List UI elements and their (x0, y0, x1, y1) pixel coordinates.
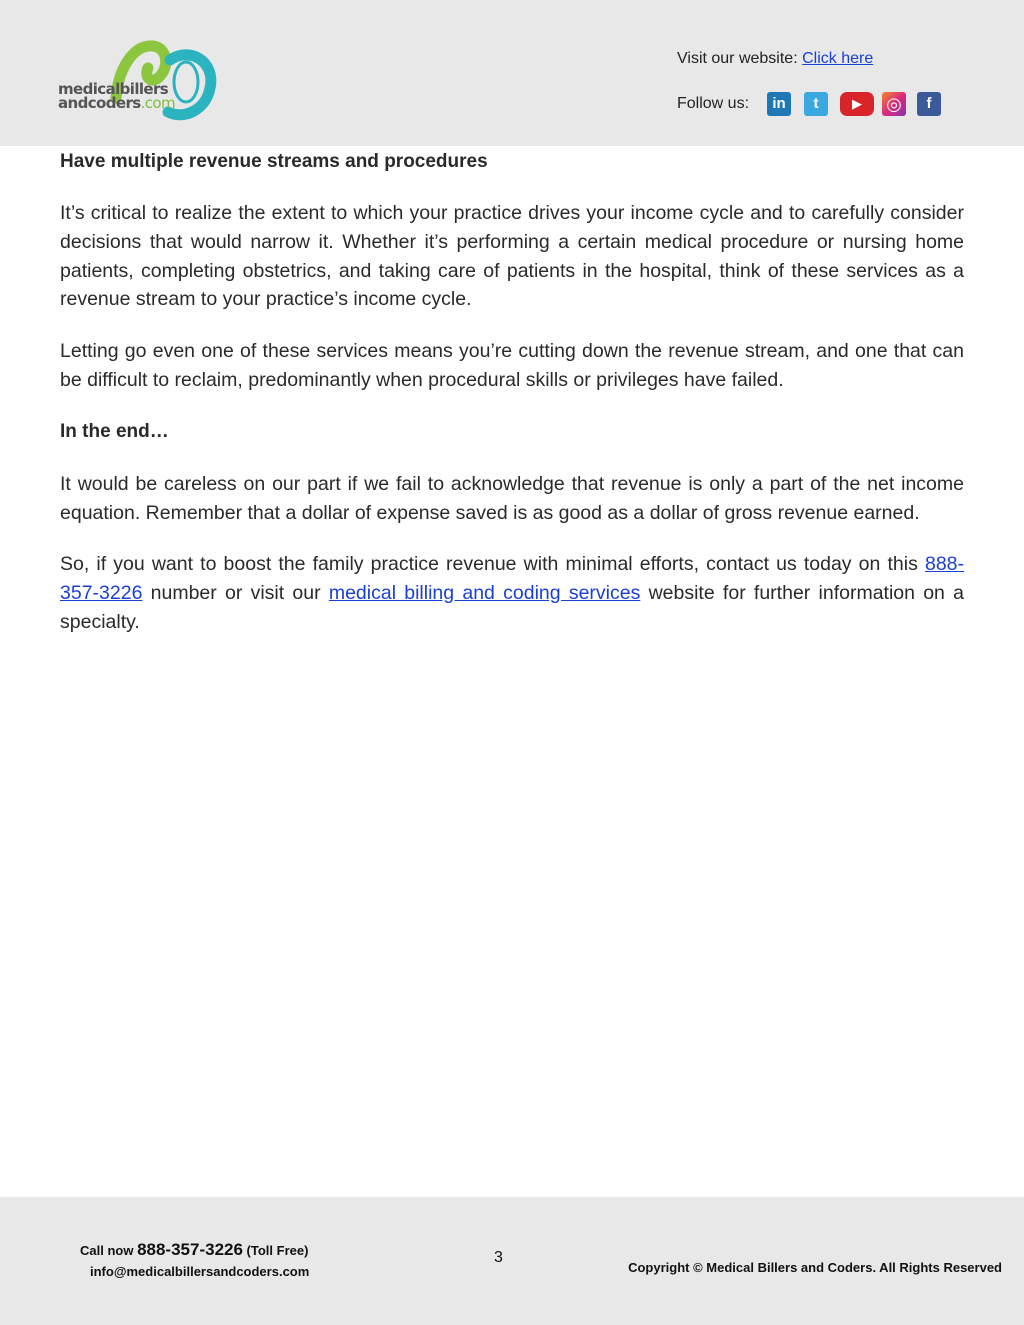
visit-label: Visit our website: (677, 50, 798, 67)
article-content (60, 146, 964, 637)
instagram-icon[interactable]: ◎ (882, 92, 906, 116)
page-footer (0, 1197, 1024, 1325)
call-prefix: Call now (80, 1243, 138, 1258)
call-now (80, 1240, 308, 1260)
footer-email: info@medicalbillersandcoders.com (90, 1264, 310, 1279)
paragraph-contact (60, 550, 964, 636)
click-here-link[interactable]: Click here (802, 50, 874, 67)
section-heading-in-the-end: In the end… (60, 420, 169, 442)
twitter-icon[interactable]: t (804, 92, 828, 116)
linkedin-icon[interactable]: in (767, 92, 791, 116)
contact-text-b: number or visit our (142, 582, 329, 605)
contact-text-a: So, if you want to boost the family practice revenue with minimal efforts, contact us today on this (60, 553, 925, 576)
company-logo[interactable] (58, 40, 218, 122)
follow-label: Follow us: (677, 95, 750, 112)
phone-link[interactable]: 888-357-3226 (60, 553, 964, 605)
toll-free-label: (Toll Free) (242, 1243, 309, 1258)
logo-line2: andcoders (58, 94, 141, 112)
logo-line2-suffix: .com (140, 94, 175, 112)
paragraph-careless: It would be careless on our part if we fail to acknowledge that revenue is only a part of the net income equation. Remember that a dollar of expense saved is as good as a dollar of gross revenue earned. (60, 472, 964, 524)
logo-wordmark (58, 82, 175, 110)
visit-website (677, 50, 873, 68)
copyright-notice: Copyright © Medical Billers and Coders. All Rights Reserved (628, 1260, 1002, 1275)
facebook-icon[interactable]: f (917, 92, 941, 116)
footer-phone: 888-357-3226 (137, 1240, 243, 1259)
section-heading-revenue-streams: Have multiple revenue streams and procedures (60, 151, 488, 172)
page-number: 3 (494, 1249, 503, 1266)
youtube-icon[interactable]: ▶ (840, 92, 874, 116)
paragraph-letting-go: Letting go even one of these services means you’re cutting down the revenue stream, and one that can be difficult to reclaim, predominantly when procedural skills or privileges have failed. (60, 340, 964, 391)
paragraph-revenue-streams: It’s critical to realize the extent to which your practice drives your income cycle and to carefully consider decisions that would narrow it. Whether it’s performing a certain medical procedure or nursing home patients, completing obstetrics, and taking care of patients in the hospital, think of these services as a revenue stream to your practice’s income cycle. (60, 202, 964, 311)
logo-line1: medicalbillers (58, 80, 169, 98)
contact-text-c: website for further information on a specialty. (60, 582, 964, 633)
page-header (0, 0, 1024, 146)
billing-services-link[interactable]: medical billing and coding services (328, 582, 641, 605)
